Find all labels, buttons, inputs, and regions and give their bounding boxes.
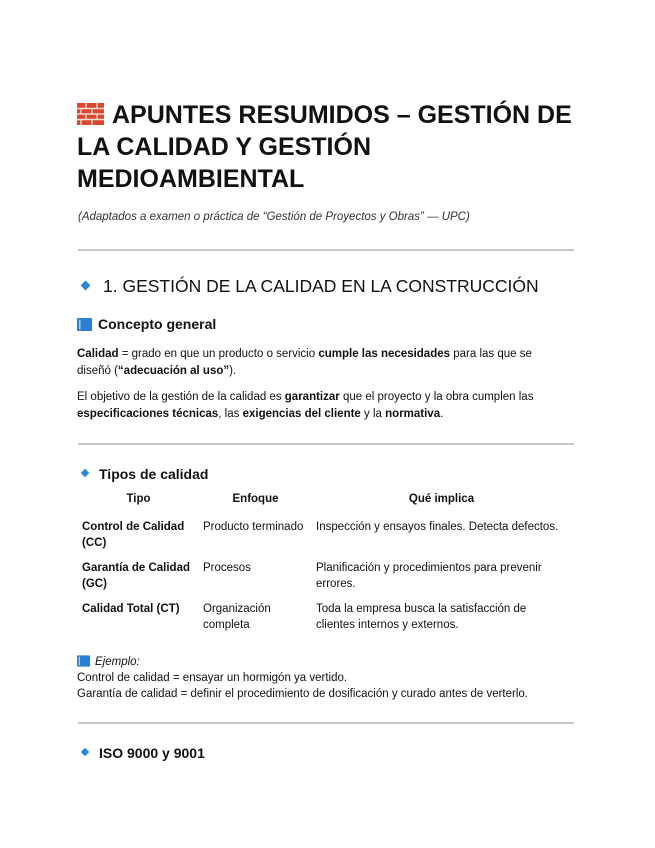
column-header-enfoque: Enfoque [232, 493, 279, 505]
emphasis: cumple las necesidades [318, 348, 451, 360]
blue-diamond-icon [81, 469, 89, 477]
emphasis: normativa [385, 407, 441, 420]
example-line: Garantía de calidad = definir el procedimiento de dosificación y curado antes de verterlo. [77, 688, 528, 700]
table-cell: Procesos [203, 562, 251, 574]
term: Calidad [77, 348, 119, 360]
table-cell: Garantía de Calidad (GC) [82, 562, 191, 590]
text-run: para las que se diseñó ( [77, 348, 532, 377]
document-title-text: APUNTES RESUMIDOS – GESTIÓN DE LA CALIDAD Y GESTIÓN MEDIOAMBIENTAL [77, 101, 572, 193]
document-title [77, 99, 597, 195]
document-subtitle: (Adaptados a examen o práctica de “Gestión de Proyectos y Obras” — UPC) [78, 211, 470, 223]
tipos-table [78, 490, 571, 642]
concepto-heading [77, 316, 216, 332]
brick-icon [77, 103, 104, 125]
blue-book-icon [77, 655, 90, 667]
text-run: y la [360, 407, 386, 420]
table-header-row [78, 490, 571, 519]
text-run: = grado en que un producto o servicio [118, 348, 319, 360]
section-heading [82, 276, 539, 297]
blue-book-icon [77, 318, 92, 331]
calidad-objective [77, 389, 557, 422]
iso-heading [82, 745, 205, 761]
example-line: Control de calidad = ensayar un hormigón ya vertido. [77, 672, 348, 684]
emphasis: exigencias del cliente [242, 407, 361, 420]
table-cell: Inspección y ensayos finales. Detecta defectos. [316, 521, 559, 533]
text-run: ). [229, 364, 237, 377]
iso-heading-text: ISO 9000 y 9001 [99, 745, 205, 761]
tipos-heading [82, 466, 208, 482]
divider [78, 722, 574, 724]
table-cell: Toda la empresa busca la satisfacción de clientes internos y externos. [316, 603, 527, 631]
table-row [78, 519, 571, 560]
emphasis: “adecuación al uso” [117, 364, 230, 377]
emphasis: especificaciones técnicas [77, 407, 219, 420]
table-row [78, 601, 571, 642]
table-cell: Control de Calidad (CC) [82, 521, 185, 549]
example-label: Ejemplo: [95, 656, 140, 668]
text-run: que el proyecto y la obra cumplen las [339, 391, 534, 403]
table-cell: Calidad Total (CT) [82, 603, 180, 615]
divider [78, 443, 574, 445]
text-run: , las [218, 407, 243, 420]
calidad-definition [77, 346, 557, 379]
tipos-heading-text: Tipos de calidad [99, 466, 209, 482]
table-cell: Producto terminado [203, 521, 304, 533]
divider [78, 249, 574, 251]
emphasis: garantizar [284, 391, 340, 403]
text-run: El objetivo de la gestión de la calidad es [77, 391, 285, 403]
table-row [78, 560, 571, 601]
example-block [77, 654, 577, 702]
table-cell: Planificación y procedimientos para prevenir errores. [316, 562, 542, 590]
blue-diamond-icon [81, 281, 91, 291]
section-heading-text: 1. GESTIÓN DE LA CALIDAD EN LA CONSTRUCCIÓN [103, 276, 539, 296]
text-run: . [440, 407, 444, 420]
column-header-tipo: Tipo [126, 493, 151, 505]
concepto-heading-text: Concepto general [98, 316, 217, 332]
blue-diamond-icon [81, 748, 89, 756]
example-label-line [77, 654, 577, 670]
column-header-que-implica: Qué implica [408, 493, 475, 505]
table-cell: Organización completa [203, 603, 271, 631]
